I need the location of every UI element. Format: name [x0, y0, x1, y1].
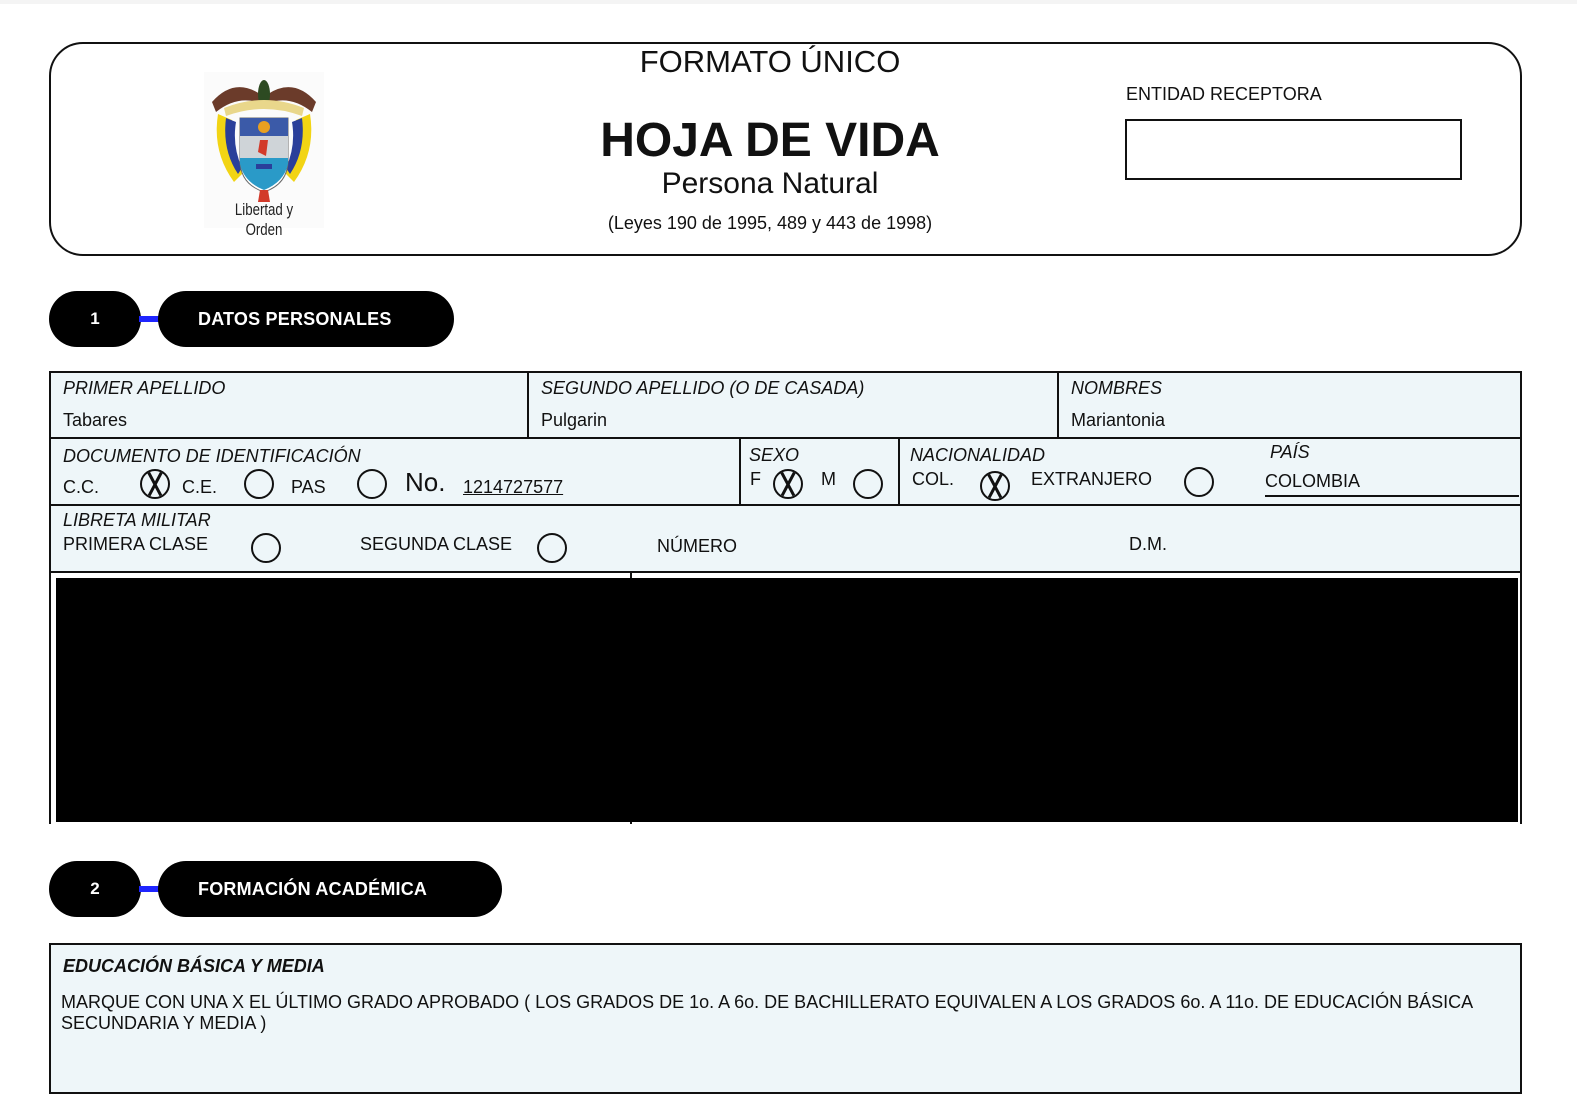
nationality-cell: [900, 439, 1519, 504]
first-surname-label: PRIMER APELLIDO: [63, 378, 226, 398]
section-title-formacion-academica: FORMACIÓN ACADÉMICA: [158, 861, 502, 917]
colombia-crest-icon: [204, 72, 324, 202]
cc-label: C.C.: [63, 477, 99, 497]
sex-cell: [741, 439, 900, 504]
given-names-cell: [1059, 373, 1519, 437]
names-row: [51, 373, 1520, 439]
second-class-label: SEGUNDA CLASE: [360, 534, 513, 554]
personal-data-form: [49, 371, 1522, 824]
document-subtitle: Persona Natural: [661, 167, 879, 200]
cc-radio[interactable]: [140, 469, 170, 499]
id-document-cell: [51, 439, 741, 504]
crest-caption: Libertad y Orden: [234, 200, 294, 239]
document-number-label: No.: [405, 467, 446, 497]
sex-m-radio[interactable]: [853, 469, 883, 499]
first-class-label: PRIMERA CLASE: [63, 534, 209, 554]
receiving-entity-label: ENTIDAD RECEPTORA: [1126, 84, 1322, 104]
sex-f-label: F: [750, 469, 761, 489]
second-class-radio[interactable]: [537, 533, 567, 563]
second-surname-cell: [529, 373, 1059, 437]
nationality-foreign-label: EXTRANJERO: [1031, 469, 1153, 489]
pas-radio[interactable]: [357, 469, 387, 499]
nationality-foreign-radio[interactable]: [1184, 467, 1214, 497]
section-number-1: 1: [49, 291, 141, 347]
nationality-col-label: COL.: [912, 469, 955, 489]
first-class-radio[interactable]: [251, 533, 281, 563]
ce-label: C.E.: [182, 477, 218, 497]
sex-m-label: M: [821, 469, 836, 489]
second-surname-label: SEGUNDO APELLIDO (O DE CASADA): [541, 378, 865, 398]
given-names-value[interactable]: Mariantonia: [1071, 410, 1166, 430]
redacted-block: [56, 578, 1518, 822]
section-number-2: 2: [49, 861, 141, 917]
first-surname-value[interactable]: Tabares: [63, 410, 128, 430]
format-title: FORMATO ÚNICO: [639, 44, 901, 79]
nationality-col-radio[interactable]: [980, 471, 1010, 501]
pas-label: PAS: [291, 477, 326, 497]
country-label: PAÍS: [1270, 442, 1310, 462]
sex-label: SEXO: [749, 445, 800, 465]
first-surname-cell: [51, 373, 529, 437]
military-card-row: [51, 506, 1520, 573]
nationality-label: NACIONALIDAD: [910, 445, 1046, 465]
basic-education-instruction: MARQUE CON UNA X EL ÚLTIMO GRADO APROBADO ( LOS GRADOS DE 1o. A 6o. DE BACHILLERATO EQUIVALEN A LOS GRADOS 6o. A 11o. DE EDUCACIÓN BÁSICA SECUNDARIA Y MEDIA ): [61, 992, 1473, 1033]
identification-row: [51, 439, 1520, 506]
page-top-edge: [0, 0, 1577, 4]
given-names-label: NOMBRES: [1071, 378, 1163, 398]
section-title-datos-personales: DATOS PERSONALES: [158, 291, 454, 347]
second-surname-value[interactable]: Pulgarin: [541, 410, 608, 430]
military-district-label: D.M.: [1129, 534, 1167, 554]
basic-education-heading: EDUCACIÓN BÁSICA Y MEDIA: [63, 956, 325, 976]
laws-reference: (Leyes 190 de 1995, 489 y 443 de 1998): [607, 213, 933, 233]
basic-education-box: [49, 943, 1522, 1094]
country-value[interactable]: COLOMBIA: [1265, 471, 1519, 497]
receiving-entity-field[interactable]: [1125, 119, 1462, 180]
sex-f-radio[interactable]: [773, 469, 803, 499]
military-number-label: NÚMERO: [657, 536, 737, 556]
id-document-label: DOCUMENTO DE IDENTIFICACIÓN: [63, 446, 361, 466]
document-title: HOJA DE VIDA: [600, 114, 940, 167]
document-number-value[interactable]: 1214727577: [463, 477, 564, 497]
ce-radio[interactable]: [244, 469, 274, 499]
military-card-label: LIBRETA MILITAR: [63, 510, 211, 530]
